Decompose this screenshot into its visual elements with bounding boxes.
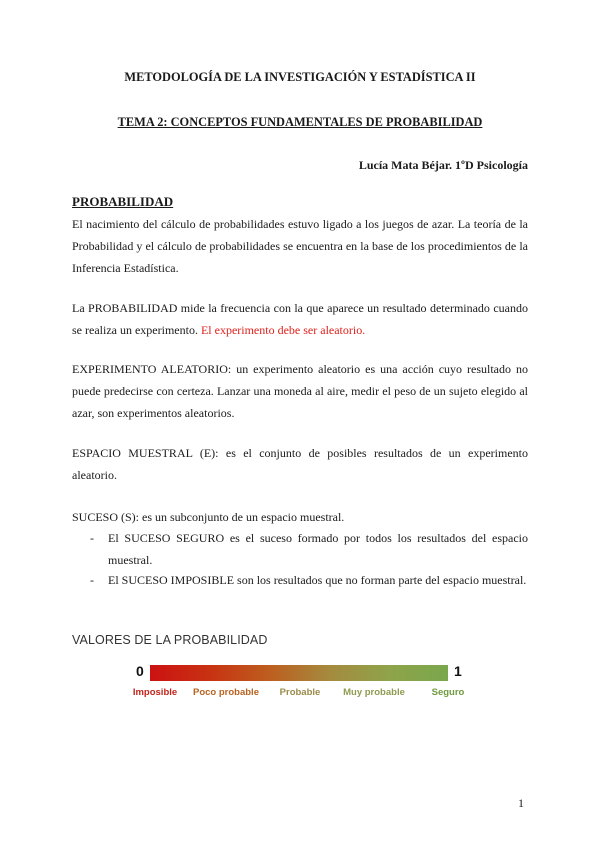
topic-title: TEMA 2: CONCEPTOS FUNDAMENTALES DE PROBABILIDAD (117, 115, 483, 129)
scale-category-probable: Probable (279, 687, 321, 698)
scale-category-imposible: Imposible (132, 687, 178, 698)
course-title: METODOLOGÍA DE LA INVESTIGACIÓN Y ESTADÍSTICA II (124, 70, 476, 84)
bullet-item-sure-event (90, 527, 528, 571)
probability-scale-title: VALORES DE LA PROBABILIDAD (72, 633, 268, 647)
bullet-text: El SUCESO IMPOSIBLE son los resultados que no forman parte del espacio muestral. (108, 573, 527, 587)
bullet-text: El SUCESO SEGURO es el suceso formado por todos los resultados del espacio muestral. (108, 531, 528, 567)
probability-gradient-bar (150, 665, 448, 681)
probability-definition-text: La PROBABILIDAD mide la frecuencia con la que aparece un resultado determinado cuando se realiza un experimento. (72, 301, 528, 337)
scale-category-seguro: Seguro (431, 687, 465, 698)
author-line: Lucía Mata Béjar. 1ºD Psicología (358, 158, 528, 172)
bullet-marker: - (90, 573, 94, 587)
scale-category-muy-probable: Muy probable (343, 687, 405, 698)
probability-scale (133, 663, 465, 683)
scale-min-label: 0 (136, 663, 144, 679)
bullet-item-impossible-event (90, 569, 528, 591)
page-number: 1 (518, 796, 524, 810)
scale-category-poco-probable: Poco probable (193, 687, 259, 698)
section-heading: PROBABILIDAD (72, 194, 174, 209)
probability-definition (72, 297, 528, 341)
event-paragraph: SUCESO (S): es un subconjunto de un espacio muestral. (72, 510, 345, 524)
experiment-paragraph: EXPERIMENTO ALEATORIO: un experimento aleatorio es una acción cuyo resultado no puede predecirse con certeza. Lanzar una moneda al aire, medir el peso de un sujeto elegido al azar, son experimentos aleatorios. (72, 362, 528, 420)
intro-paragraph: El nacimiento del cálculo de probabilidades estuvo ligado a los juegos de azar. La teoría de la Probabilidad y el cálculo de probabilidades se encuentra en la base de los procedimientos de la Inferencia Estadística. (72, 217, 528, 275)
scale-max-label: 1 (454, 663, 462, 679)
sample-space-paragraph: ESPACIO MUESTRAL (E): es el conjunto de posibles resultados de un experimento aleatorio. (72, 446, 528, 482)
probability-note: El experimento debe ser aleatorio. (200, 323, 366, 337)
bullet-marker: - (90, 531, 94, 545)
